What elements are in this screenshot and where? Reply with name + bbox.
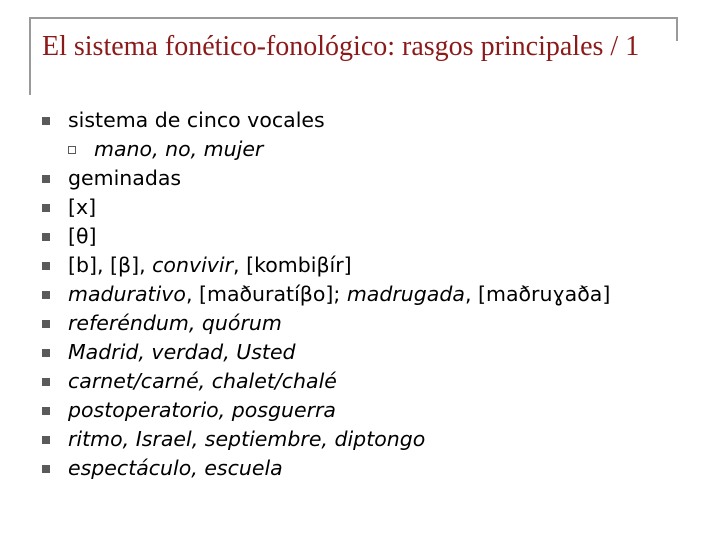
- bullet-text: [68, 338, 296, 367]
- square-bullet-icon: [42, 117, 50, 125]
- square-bullet-icon: [42, 262, 50, 270]
- plain-text: , [kombiβír]: [233, 253, 352, 277]
- italic-example-text: referéndum, quórum: [68, 311, 282, 335]
- bullet-text: [68, 454, 283, 483]
- italic-example-text: Madrid, verdad, Usted: [68, 340, 296, 364]
- square-bullet-icon: [42, 175, 50, 183]
- bullet-text: [68, 280, 610, 309]
- slide-frame-top: [29, 17, 678, 19]
- bullet-text: [68, 367, 337, 396]
- italic-example-text: madrugada: [346, 282, 465, 306]
- square-bullet-icon: [42, 436, 50, 444]
- bullet-text: [68, 164, 181, 193]
- italic-example-text: carnet/carné, chalet/chalé: [68, 369, 337, 393]
- plain-text: geminadas: [68, 166, 182, 190]
- plain-text: sistema de cinco vocales: [68, 108, 325, 132]
- bullet-text: [94, 135, 263, 164]
- italic-example-text: mano, no, mujer: [94, 137, 264, 161]
- square-bullet-icon: [42, 465, 50, 473]
- bullet-text: [68, 396, 336, 425]
- italic-example-text: convivir: [152, 253, 234, 277]
- slide-frame-right: [676, 17, 678, 41]
- plain-text: , [maðruɣaða]: [464, 282, 611, 306]
- bullet-text: [68, 222, 97, 251]
- italic-example-text: ritmo, Israel, septiembre, diptongo: [68, 427, 426, 451]
- plain-text: [x]: [68, 195, 97, 219]
- square-bullet-icon: [42, 291, 50, 299]
- bullet-text: [68, 425, 425, 454]
- bullet-text: [68, 251, 352, 280]
- square-bullet-icon: [42, 407, 50, 415]
- square-bullet-icon: [42, 204, 50, 212]
- bullet-text: [68, 106, 325, 135]
- plain-text: [b], [β],: [68, 253, 153, 277]
- square-bullet-icon: [42, 378, 50, 386]
- square-bullet-icon: [42, 349, 50, 357]
- hollow-square-bullet-icon: [68, 146, 76, 154]
- slide-frame-left: [29, 17, 31, 95]
- square-bullet-icon: [42, 233, 50, 241]
- italic-example-text: madurativo: [68, 282, 186, 306]
- italic-example-text: espectáculo, escuela: [68, 456, 283, 480]
- italic-example-text: postoperatorio, posguerra: [68, 398, 336, 422]
- slide-title: El sistema fonético-fonológico: rasgos principales / 1: [42, 31, 640, 62]
- bullet-text: [68, 193, 96, 222]
- square-bullet-icon: [42, 320, 50, 328]
- plain-text: , [maðuratíβo];: [185, 282, 347, 306]
- plain-text: [θ]: [68, 224, 97, 248]
- bullet-text: [68, 309, 282, 338]
